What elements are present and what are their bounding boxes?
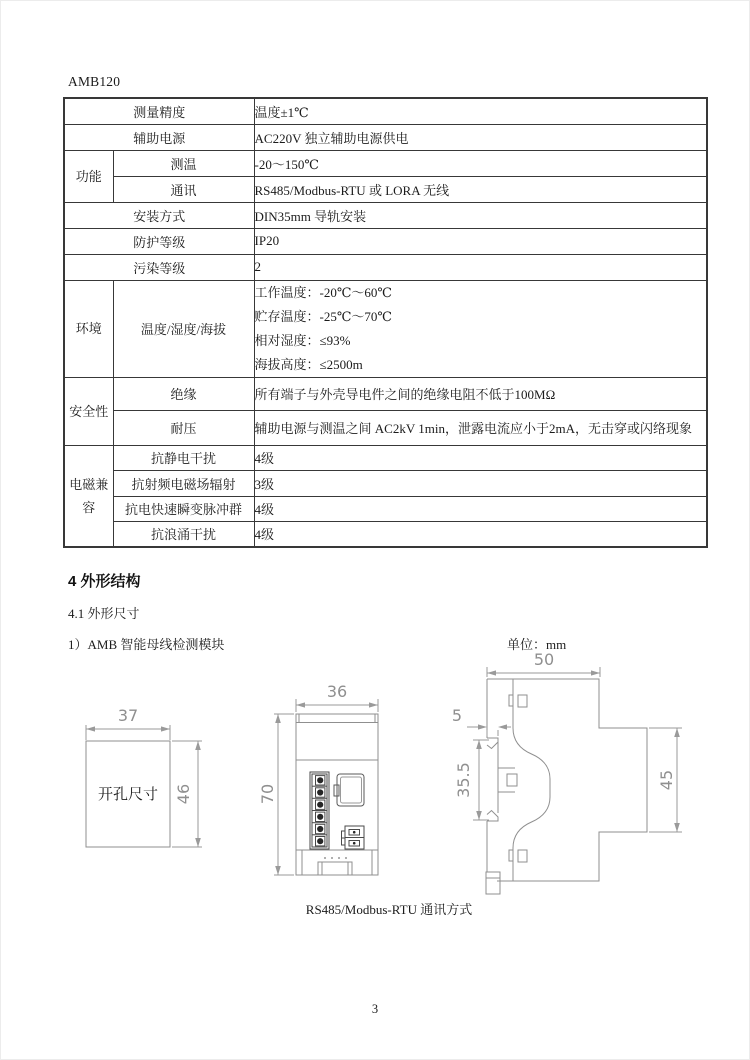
spec-value: -20～150℃ [254, 150, 707, 176]
aux-connector [342, 826, 365, 849]
display-window [334, 774, 364, 806]
item-label: 1）AMB 智能母线检测模块 [68, 637, 225, 652]
table-row [64, 496, 707, 521]
table-row [64, 150, 707, 176]
table-row [64, 98, 707, 124]
side-rail-dim: 35.5 [454, 762, 473, 798]
spec-label: 耐压 [113, 410, 254, 445]
spec-label: 抗电快速瞬变脉冲群 [113, 496, 254, 521]
side-view-drawing [445, 650, 690, 900]
drawing-caption: RS485/Modbus-RTU 通讯方式 [305, 902, 473, 917]
page-number: 3 [371, 1002, 379, 1016]
table-row [64, 410, 707, 445]
table-row [64, 228, 707, 254]
unit-label: 单位：mm [507, 637, 567, 652]
spec-value: 4级 [254, 521, 707, 547]
table-row [64, 176, 707, 202]
spec-value: AC220V 独立辅助电源供电 [254, 124, 707, 150]
spec-value: DIN35mm 导轨安装 [254, 202, 707, 228]
table-row [64, 254, 707, 280]
spec-value: 3级 [254, 470, 707, 496]
spec-value: 2 [254, 254, 707, 280]
spec-label: 绝缘 [113, 377, 254, 410]
subsection-heading: 4.1 外形尺寸 [68, 606, 140, 621]
spec-value: IP20 [254, 228, 707, 254]
spec-label: 测量精度 [64, 98, 254, 124]
cutout-label: 开孔尺寸 [97, 787, 159, 803]
spec-table [63, 97, 708, 548]
table-row [64, 445, 707, 470]
spec-label: 安装方式 [64, 202, 254, 228]
spec-group-label: 环境 [64, 280, 113, 377]
table-row [64, 521, 707, 547]
side-height-dim: 45 [657, 769, 676, 791]
spec-label: 温度/湿度/海拔 [113, 280, 254, 377]
front-height-dim: 70 [258, 783, 277, 805]
spec-value: 辅助电源与测温之间 AC2kV 1min，泄露电流应小于2mA，无击穿或闪络现象 [254, 410, 707, 445]
cutout-drawing [80, 700, 210, 860]
spec-label: 抗射频电磁场辐射 [113, 470, 254, 496]
spec-value: 4级 [254, 496, 707, 521]
side-width-dim: 50 [533, 650, 555, 669]
terminal-block [310, 772, 329, 849]
front-view-drawing [258, 680, 392, 892]
table-row [64, 377, 707, 410]
spec-label: 抗浪涌干扰 [113, 521, 254, 547]
cutout-height-dim: 46 [174, 783, 193, 805]
spec-label: 抗静电干扰 [113, 445, 254, 470]
spec-value-line: 海拔高度：≤2500m [254, 356, 363, 372]
spec-label: 防护等级 [64, 228, 254, 254]
table-row [64, 202, 707, 228]
side-lip-dim: 5 [451, 706, 463, 725]
model-label: AMB120 [68, 74, 121, 89]
spec-value: 4级 [254, 445, 707, 470]
spec-value: 温度±1℃ [254, 98, 707, 124]
spec-label: 测温 [113, 150, 254, 176]
spec-label: 通讯 [113, 176, 254, 202]
table-row [64, 470, 707, 496]
spec-value [254, 280, 707, 377]
front-width-dim: 36 [326, 682, 348, 701]
spec-value-line: 工作温度：-20℃～60℃ [254, 284, 392, 300]
spec-group-label: 电磁兼容 [64, 445, 113, 547]
table-row [64, 124, 707, 150]
spec-value: 所有端子与外壳导电件之间的绝缘电阻不低于100MΩ [254, 377, 707, 410]
section-heading: 4 外形结构 [68, 573, 141, 590]
spec-label: 辅助电源 [64, 124, 254, 150]
spec-label: 污染等级 [64, 254, 254, 280]
spec-group-label: 功能 [64, 150, 113, 202]
spec-value-line: 相对湿度：≤93% [254, 332, 351, 348]
cutout-width-dim: 37 [117, 706, 139, 725]
spec-value-line: 贮存温度：-25℃～70℃ [254, 308, 392, 324]
spec-group-label: 安全性 [64, 377, 113, 445]
spec-value: RS485/Modbus-RTU 或 LORA 无线 [254, 176, 707, 202]
table-row [64, 280, 707, 377]
